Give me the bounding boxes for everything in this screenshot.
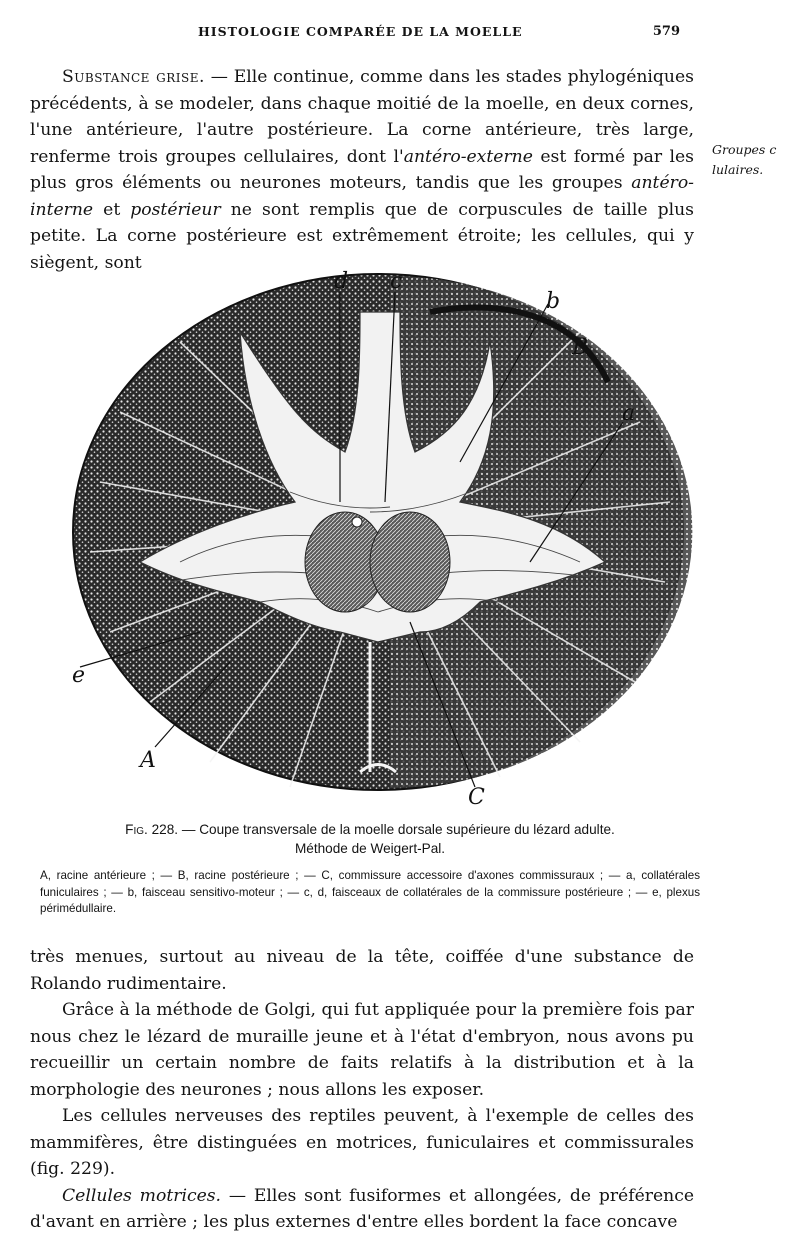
text-run: et [93,199,131,220]
figure-legend: A, racine antérieure ; — B, racine postérieure ; — C, commissure accessoire d'axones commissuraux ; — a, collatérales funiculaires ; — b, faisceau sensitivo-moteur ; — c, d, faisceaux de collatérales de la commissure postérieure ; — e, plexus périmédullaire. [40,869,700,915]
paragraph: Les cellules nerveuses des reptiles peuvent, à l'exemple de celles des mammifères, être distinguées en motrices, funiculaires et commissurales (fig. 229). [30,1106,694,1179]
caption-line: Méthode de Weigert-Pal. [294,841,446,856]
italic-term: postérieur [130,199,221,220]
margin-note-line: Groupes c [712,142,777,157]
label-b: b [546,289,561,314]
label-a: a [622,401,636,426]
paragraph: Grâce à la méthode de Golgi, qui fut appliquée pour la première fois par nous chez le lézard de muraille jeune et à l'état d'embryon, nous avons pu recueillir un certain nombre de faits relatifs à la distribution et à la morphologie des neurones ; nous allons les exposer. [30,1000,694,1100]
label-A: A [140,748,156,773]
label-c: c [390,269,403,294]
margin-note [712,140,800,180]
caption-line: — Coupe transversale de la moelle dorsale supérieure du lézard adulte. [178,822,615,837]
central-canal [352,517,362,527]
ventral-funiculus-right [370,512,450,612]
label-d: d [334,269,349,294]
italic-term: antéro-interne [30,173,694,220]
italic-term: antéro-externe [403,146,533,167]
text-run: — Elles sont fusiformes et allongées, de préférence d'avant en arrière ; les plus externes d'entre elles bordent la face concave [30,1185,694,1232]
paragraph-substance-grise [30,64,694,276]
paragraph-cellules-motrices [30,1183,694,1236]
running-header [190,24,680,44]
label-e: e [72,663,86,688]
label-C: C [468,785,485,810]
section-lead: Substance grise. [62,67,205,87]
paragraph: très menues, surtout au niveau de la tête, coiffée d'une substance de Rolando rudimentaire. [30,947,694,994]
figure-ref: Fig. 228. [125,822,179,837]
page-number: 579 [652,24,680,39]
margin-note-line: lulaires. [712,162,764,177]
body-text-continued [30,944,694,1236]
label-B: B [572,335,589,360]
figure-caption [40,820,700,858]
italic-lead: Cellules motrices. [62,1185,222,1206]
text-run: — Elle continue, comme dans les stades phylogéniques précédents, à se modeler, dans chaque moitié de la moelle, en deux cornes, l'une antérieure, l'autre postérieure. La corne antérieure, très large, renferme trois groupes cellulaires, dont l' [30,67,694,167]
running-title: HISTOLOGIE COMPARÉE DE LA MOELLE [198,24,523,39]
text-run: est formé par les plus gros éléments ou neurones moteurs, tandis que les groupes [30,146,695,193]
figure-228-spinal-cord-section [60,262,720,810]
text-run: ne sont remplis que de corpuscules de taille plus petite. La corne postérieure est extrêmement étroite; les cellules, qui y siègent, sont [30,199,694,273]
spinal-cord-illustration [60,262,720,810]
